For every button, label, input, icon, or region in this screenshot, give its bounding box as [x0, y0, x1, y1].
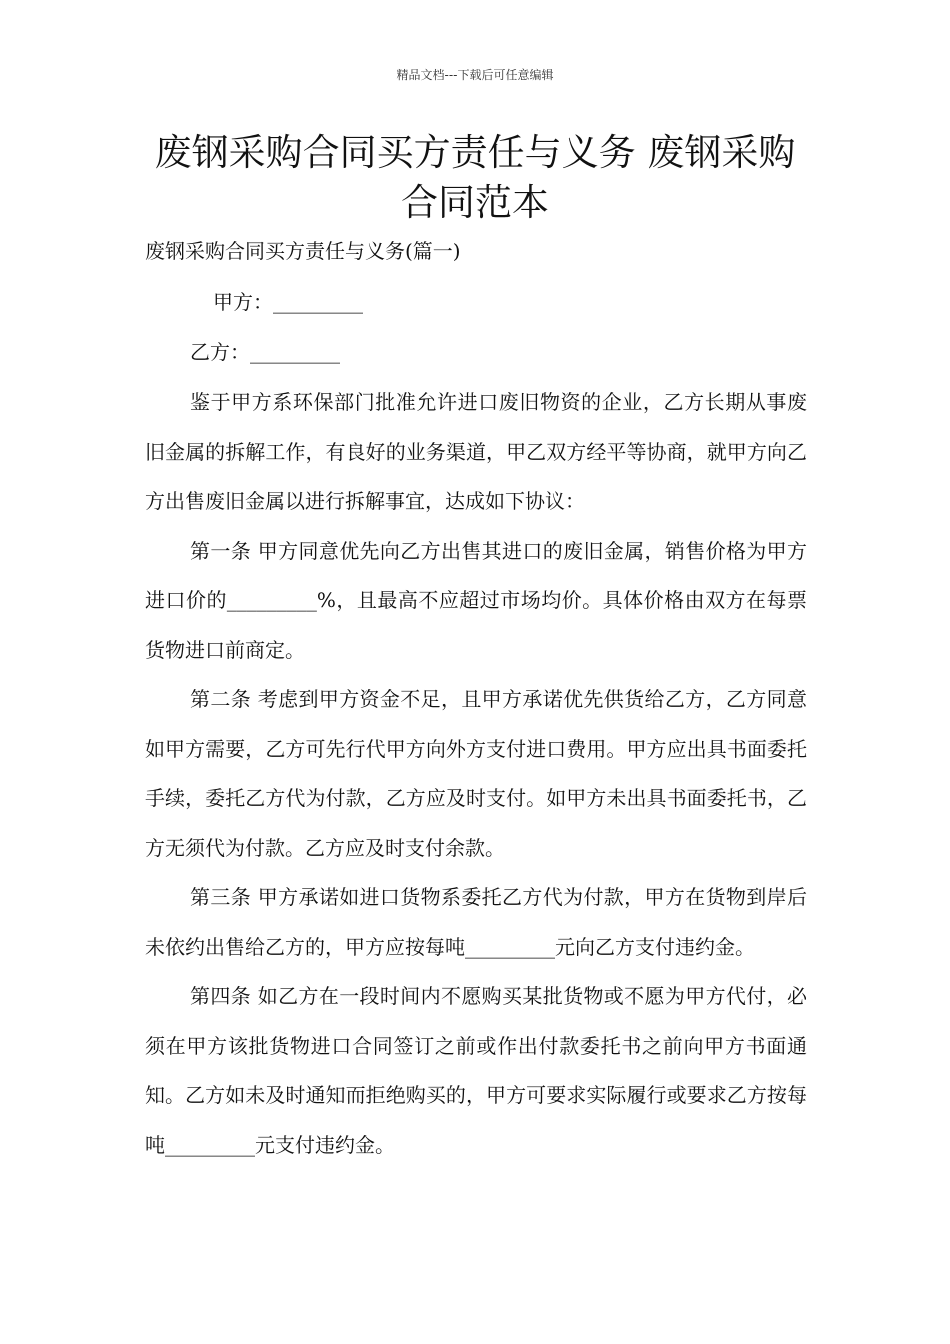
article-2-paragraph: 第二条 考虑到甲方资金不足，且甲方承诺优先供货给乙方，乙方同意如甲方需要，乙方可先行代甲方向外方支付进口费用。甲方应出具书面委托手续，委托乙方代为付款，乙方应及时支付。如甲方未出具书面委托书，乙方无须代为付款。乙方应及时支付余款。 — [145, 687, 807, 860]
document-title: 废钢采购合同买方责任与义务 废钢采购合同范本 — [154, 131, 796, 224]
party-b-line — [190, 337, 340, 367]
article-4-paragraph: 第四条 如乙方在一段时间内不愿购买某批货物或不愿为甲方代付，必须在甲方该批货物进口合同签订之前或作出付款委托书之前向甲方书面通知。乙方如未及时通知而拒绝购买的，甲方可要求实际履行或要求乙方按每吨_________元支付违约金。 — [145, 984, 807, 1157]
article-1-paragraph: 第一条 甲方同意优先向乙方出售其进口的废旧金属，销售价格为甲方进口价的_________%，且最高不应超过市场均价。具体价格由双方在每票货物进口前商定。 — [145, 538, 807, 662]
section-subtitle: 废钢采购合同买方责任与义务(篇一) — [145, 239, 461, 263]
party-a-line — [213, 287, 363, 317]
party-b-label: 乙方： — [190, 340, 250, 364]
preamble-paragraph: 鉴于甲方系环保部门批准允许进口废旧物资的企业，乙方长期从事废旧金属的拆解工作，有良好的业务渠道，甲乙双方经平等协商，就甲方向乙方出售废旧金属以进行拆解事宜，达成如下协议： — [145, 390, 807, 513]
page-header-note: 精品文档---下载后可任意编辑 — [396, 68, 554, 82]
contract-body — [145, 378, 807, 1170]
article-3-paragraph: 第三条 甲方承诺如进口货物系委托乙方代为付款，甲方在货物到岸后未依约出售给乙方的，甲方应按每吨_________元向乙方支付违约金。 — [145, 885, 807, 959]
party-a-label: 甲方： — [213, 290, 273, 314]
party-b-blank: _________ — [250, 340, 340, 364]
party-a-blank: _________ — [273, 290, 363, 314]
